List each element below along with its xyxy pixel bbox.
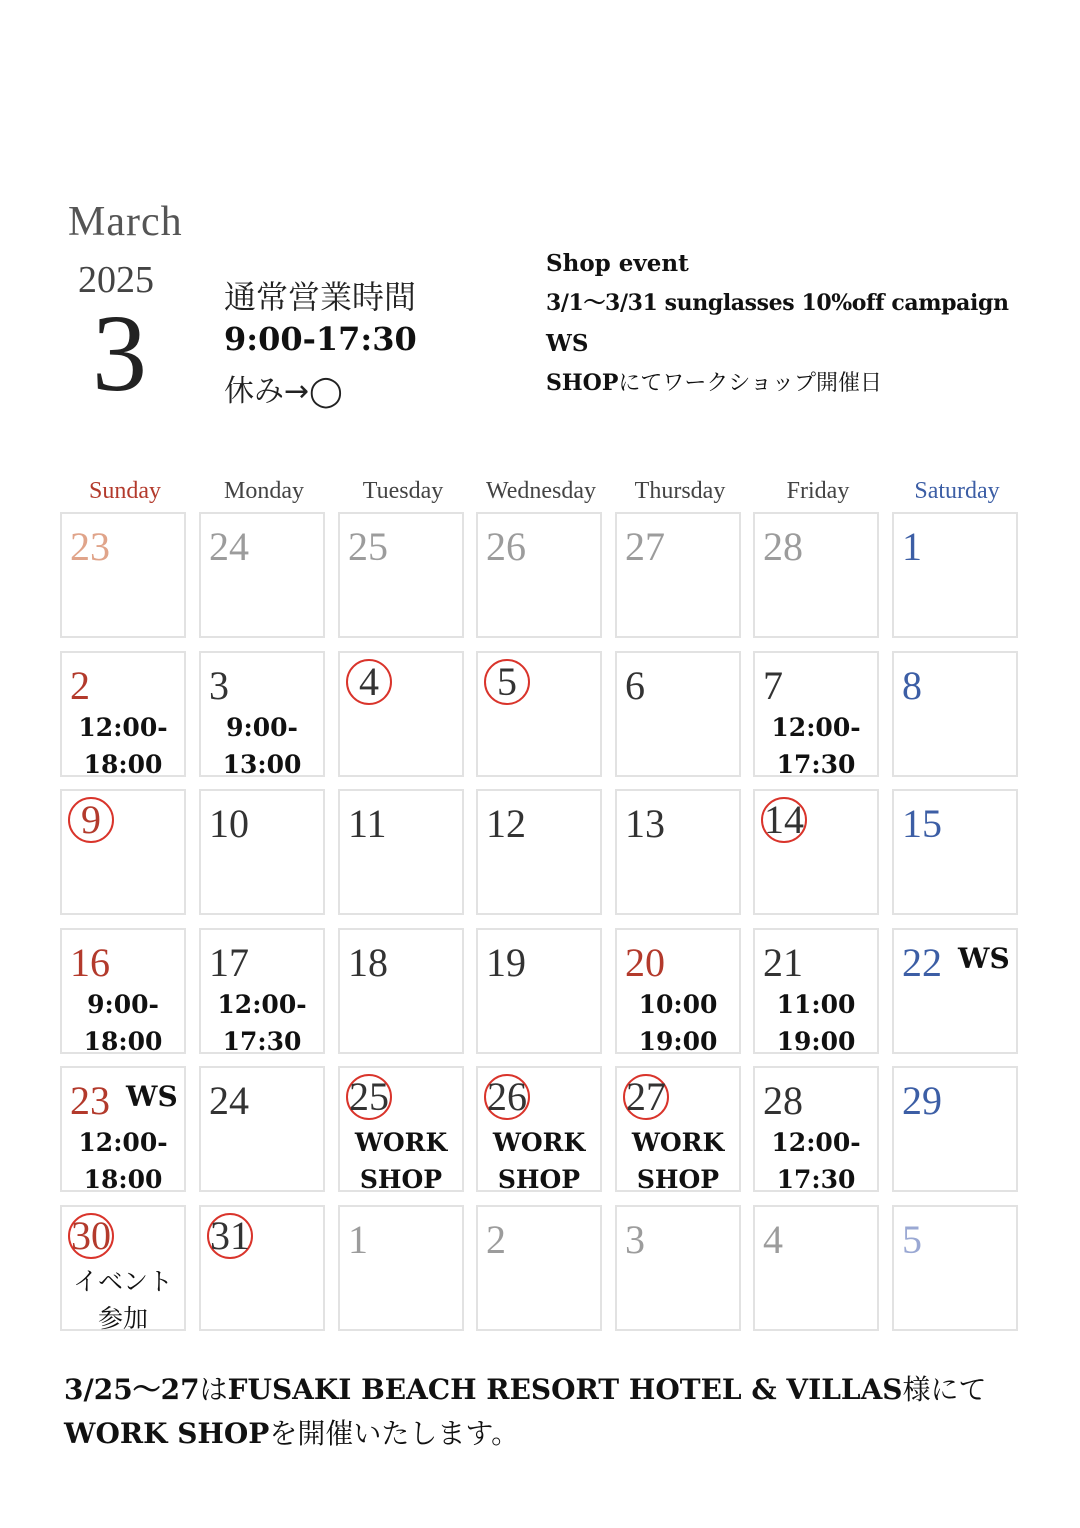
footer-venue: FUSAKI BEACH RESORT HOTEL & VILLAS [227,1373,903,1406]
calendar-day-cell [476,512,602,638]
day-note: イベント 参加 [72,1267,173,1333]
day-note: 12:00- 18:00 [78,713,168,779]
calendar-day-cell [892,928,1018,1054]
calendar-day-cell [60,1205,186,1331]
weekday-thursday: Thursday [634,478,726,504]
calendar-day-cell [476,928,602,1054]
weekday-tuesday: Tuesday [362,478,444,504]
day-number: 26 [486,524,526,569]
calendar-day-cell [60,928,186,1054]
calendar-day-cell [892,1066,1018,1192]
footer-line-1 [64,1368,1024,1412]
footer-jp-2: 様にて [902,1373,987,1406]
calendar-day-cell [60,651,186,777]
day-note: 12:00- 17:30 [217,990,307,1056]
day-number: 6 [625,663,645,708]
calendar-day-cell [892,789,1018,915]
business-hours-title: 通常営業時間 [224,278,417,316]
day-number: 2 [486,1217,506,1262]
weekday-wednesday: Wednesday [485,478,597,504]
ws-legend-title: WS [546,330,589,357]
calendar-day-cell [476,1066,602,1192]
ws-legend-description [546,366,882,397]
day-note: WORK SHOP [631,1128,725,1194]
day-number: 29 [902,1078,942,1123]
closed-day-number: 4 [346,659,392,705]
day-number: 28 [763,1078,803,1123]
calendar-day-cell [753,789,879,915]
calendar-day-cell [615,789,741,915]
calendar-day-cell [60,512,186,638]
day-number: 24 [209,1078,249,1123]
footer-note [64,1368,1024,1456]
calendar-day-cell [199,928,325,1054]
day-number: 3 [209,663,229,708]
closed-day-number: 9 [68,797,114,843]
calendar-day-cell [892,512,1018,638]
day-number: 1 [348,1217,368,1262]
day-number: 20 [625,940,665,985]
shop-event-description: 3/1〜3/31 sunglasses 10%off campaign [546,290,1009,316]
calendar-day-cell [476,789,602,915]
day-number: 3 [625,1217,645,1262]
calendar-day-cell [338,789,464,915]
day-number: 8 [902,663,922,708]
day-note: WORK SHOP [492,1128,586,1194]
footer-jp-3: を開催いたします。 [269,1417,520,1450]
day-number: 16 [70,940,110,985]
calendar-day-cell [753,512,879,638]
closed-legend: 休み→◯ [224,374,343,409]
closed-day-number: 31 [207,1213,253,1259]
day-number: 1 [902,524,922,569]
closed-day-number: 30 [68,1213,114,1259]
footer-workshop: WORK SHOP [64,1417,270,1450]
calendar-day-cell [615,651,741,777]
day-number: 15 [902,801,942,846]
ws-legend-desc-jp: にてワークショップ開催日 [618,371,882,396]
day-note: 10:00 19:00 [638,990,718,1056]
day-note: 12:00- 17:30 [771,713,861,779]
calendar-day-cell [753,1205,879,1331]
day-note: WORK SHOP [354,1128,448,1194]
calendar-day-cell [753,1066,879,1192]
calendar-day-cell [892,651,1018,777]
day-number: 18 [348,940,388,985]
month-number: 3 [92,292,147,414]
day-number: 12 [486,801,526,846]
calendar-day-cell [753,651,879,777]
day-number: 28 [763,524,803,569]
day-note: 9:00- 13:00 [222,713,302,779]
footer-jp-1: は [199,1373,228,1406]
day-note: 11:00 19:00 [776,990,856,1056]
day-number: 13 [625,801,665,846]
footer-line-2 [64,1412,1024,1456]
calendar-day-cell [338,928,464,1054]
shop-event-title: Shop event [546,250,689,277]
calendar-day-cell [199,1066,325,1192]
calendar-day-cell [199,512,325,638]
calendar-day-cell [476,1205,602,1331]
calendar-day-cell [615,1066,741,1192]
calendar-day-cell [615,928,741,1054]
day-note: 12:00- 17:30 [771,1128,861,1194]
weekday-monday: Monday [224,478,304,504]
calendar-day-cell [615,512,741,638]
closed-day-number: 25 [346,1074,392,1120]
year: 2025 [78,259,154,301]
calendar-day-cell [753,928,879,1054]
day-number: 25 [348,524,388,569]
day-number: 2 [70,663,90,708]
calendar-day-cell [199,789,325,915]
weekday-friday: Friday [786,478,850,504]
day-number: 23 [70,524,110,569]
closed-day-number: 14 [761,797,807,843]
closed-day-number: 26 [484,1074,530,1120]
calendar-day-cell [60,1066,186,1192]
workshop-tag: WS [126,1080,178,1113]
calendar-day-cell [60,789,186,915]
day-number: 27 [625,524,665,569]
day-number: 24 [209,524,249,569]
day-number: 21 [763,940,803,985]
business-hours-value: 9:00-17:30 [224,320,417,358]
day-number: 5 [902,1217,922,1262]
ws-legend-desc-bold: SHOP [546,370,619,396]
day-number: 7 [763,663,783,708]
day-number: 23 [70,1078,110,1123]
day-number: 11 [348,801,387,846]
day-note: 12:00- 18:00 [78,1128,168,1194]
closed-day-number: 5 [484,659,530,705]
day-number: 10 [209,801,249,846]
weekday-sunday: Sunday [89,478,161,504]
day-number: 4 [763,1217,783,1262]
month-name: March [68,199,183,245]
day-note: 9:00- 18:00 [83,990,163,1056]
calendar-day-cell [199,1205,325,1331]
workshop-tag: WS [958,942,1010,975]
calendar-day-cell [199,651,325,777]
day-number: 19 [486,940,526,985]
footer-dates: 3/25〜27 [64,1373,200,1406]
closed-day-number: 27 [623,1074,669,1120]
day-number: 17 [209,940,249,985]
calendar-day-cell [476,651,602,777]
weekday-saturday: Saturday [914,478,1000,504]
calendar-day-cell [338,512,464,638]
calendar-day-cell [338,1205,464,1331]
calendar-day-cell [892,1205,1018,1331]
calendar-day-cell [338,1066,464,1192]
day-number: 22 [902,940,942,985]
calendar-day-cell [615,1205,741,1331]
calendar-day-cell [338,651,464,777]
